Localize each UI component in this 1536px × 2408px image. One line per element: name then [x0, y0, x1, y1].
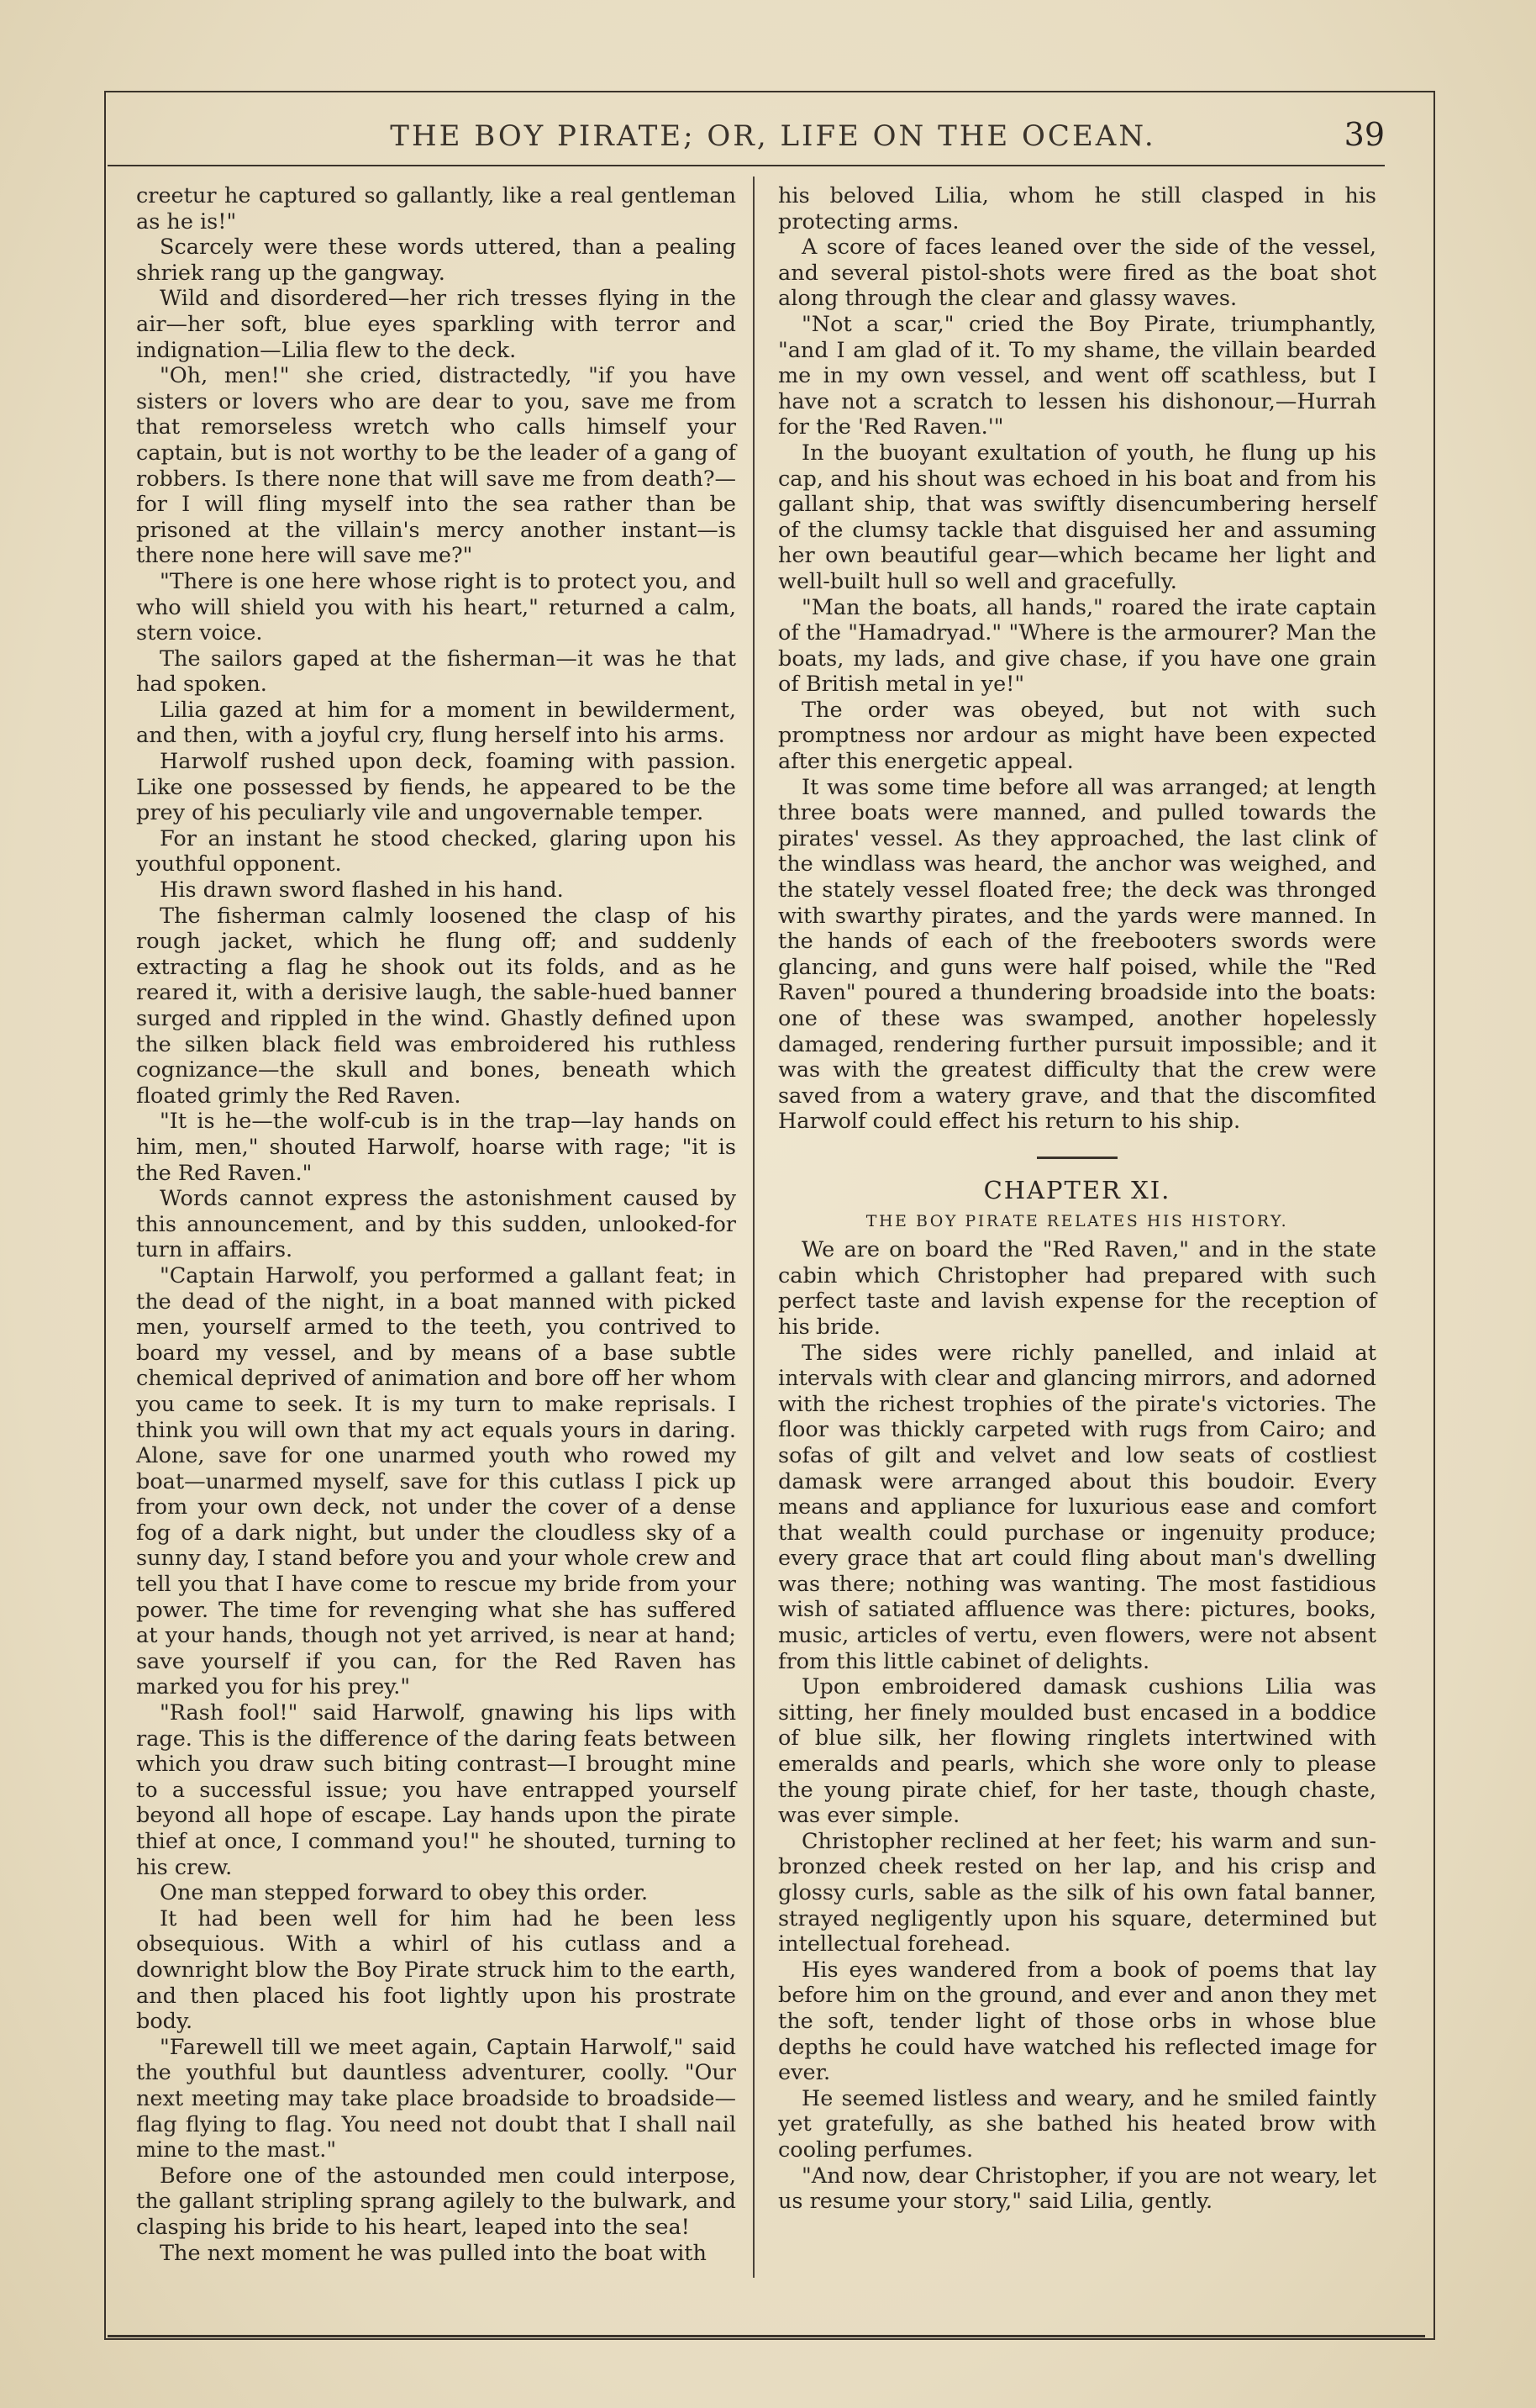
paragraph: Before one of the astounded men could interpose, the gallant stripling sprang agilely to the bulwark, and clasping his bride to his heart, leaped into the sea!: [136, 2163, 736, 2240]
paragraph: For an instant he stood checked, glaring upon his youthful opponent.: [136, 825, 736, 877]
paragraph: A score of faces leaned over the side of the vessel, and several pistol-shots were fired as the boat shot along through the clear and glassy waves.: [778, 234, 1376, 312]
paragraph: His drawn sword flashed in his hand.: [160, 877, 564, 904]
paragraph: Christopher reclined at her feet; his warm and sun-bronzed cheek rested on her lap, and his crisp and glossy curls, sable as the silk of his own fatal banner, strayed negligently upon his square, determined but intellectual forehead.: [778, 1828, 1376, 1957]
paragraph: We are on board the "Red Raven," and in the state cabin which Christopher had prepared with such perfect taste and lavish expense for the reception of his bride.: [778, 1237, 1376, 1340]
paragraph: It was some time before all was arranged; at length three boats were manned, and pulled towards the pirates' vessel. As they approached, the last clink of the windlass was heard, the anchor was weighed, and the stately vessel floated free; the deck was thronged with swarthy pirates, and the yards were manned. In the hands of each of the freebooters swords were glancing, and guns were half poised, while the "Red Raven" poured a thundering broadside into the boats: one of these was swamped, another hopelessly damaged, rendering further pursuit impossible; and it was with the greatest difficulty that the crew were saved from a watery grave, and that the discomfited Harwolf could effect his return to his ship.: [778, 774, 1376, 1135]
left-column: [136, 183, 736, 2266]
paragraph: "Rash fool!" said Harwolf, gnawing his lips with rage. This is the difference of the daring feats between which you draw such biting contrast—I brought mine to a successful issue; you have entrapped yourself beyond all hope of escape. Lay hands upon the pirate thief at once, I command you!" he shouted, turning to his crew.: [136, 1700, 736, 1880]
paragraph: creetur he captured so gallantly, like a real gentleman as he is!": [136, 183, 736, 234]
paragraph: Wild and disordered—her rich tresses flying in the air—her soft, blue eyes sparkling with terror and indignation—Lilia flew to the deck.: [136, 286, 736, 363]
paragraph: "Not a scar," cried the Boy Pirate, triumphantly, "and I am glad of it. To my shame, the villain bearded me in my own vessel, and went off scathless, but I have not a scratch to lessen his dishonour,—Hurrah for the 'Red Raven.'": [778, 311, 1376, 440]
header-rule: [108, 165, 1385, 166]
paragraph: The order was obeyed, but not with such promptness nor ardour as might have been expected after this energetic appeal.: [778, 697, 1376, 775]
paragraph: The fisherman calmly loosened the clasp of his rough jacket, which he flung off; and suddenly extracting a flag he shook out its folds, and as he reared it, with a derisive laugh, the sable-hued banner surged and rippled in the wind. Ghastly defined upon the silken black field was embroidered his ruthless cognizance—the skull and bones, beneath which floated grimly the Red Raven.: [136, 903, 736, 1109]
paragraph: "Farewell till we meet again, Captain Harwolf," said the youthful but dauntless adventurer, coolly. "Our next meeting may take place broadside to broadside—flag flying to flag. You need not doubt that I shall nail mine to the mast.": [136, 2034, 736, 2163]
paragraph: One man stepped forward to obey this order.: [160, 1880, 649, 1906]
section-rule: [1037, 1157, 1118, 1159]
paragraph: Lilia gazed at him for a moment in bewilderment, and then, with a joyful cry, flung herself into his arms.: [136, 697, 736, 749]
right-column: [778, 183, 1376, 2215]
paragraph: "It is he—the wolf-cub is in the trap—lay hands on him, men," shouted Harwolf, hoarse with rage; "it is the Red Raven.": [136, 1109, 736, 1186]
column-divider: [753, 177, 755, 2278]
paragraph: Words cannot express the astonishment caused by this announcement, and by this sudden, unlooked-for turn in affairs.: [136, 1186, 736, 1263]
paragraph: His eyes wandered from a book of poems that lay before him on the ground, and ever and anon they met the soft, tender light of those orbs in whose blue depths he could have watched his reflected image for ever.: [778, 1957, 1376, 2086]
paragraph: The sailors gaped at the fisherman—it was he that had spoken.: [136, 645, 736, 698]
paragraph: Harwolf rushed upon deck, foaming with passion. Like one possessed by fiends, he appeared to be the prey of his peculiarly vile and ungovernable temper.: [136, 749, 736, 826]
paragraph: Scarcely were these words uttered, than a pealing shriek rang up the gangway.: [136, 234, 736, 286]
chapter-subtitle: THE BOY PIRATE RELATES HIS HISTORY.: [865, 1211, 1289, 1230]
paragraph: It had been well for him had he been less obsequious. With a whirl of his cutlass and a downright blow the Boy Pirate struck him to the earth, and then placed his foot lightly upon his prostrate body.: [136, 1905, 736, 2035]
paragraph: "Captain Harwolf, you performed a gallant feat; in the dead of the night, in a boat manned with picked men, yourself armed to the teeth, you contrived to board my vessel, and by means of a base subtle chemical deprived of animation and bore off her whom you came to seek. It is my turn to make reprisals. I think you will own that my act equals yours in daring. Alone, save for one unarmed youth who rowed my boat—unarmed myself, save for this cutlass I pick up from your own deck, not under the cover of a dense fog of a dark night, but under the cloudless sky of a sunny day, I stand before you and your whole crew and tell you that I have come to rescue my bride from your power. The time for revenging what she has suffered at your hands, though not yet arrived, is near at hand; save yourself if you can, for the Red Raven has marked you for his prey.": [136, 1262, 736, 1700]
chapter-title: CHAPTER XI.: [983, 1175, 1171, 1204]
paragraph: his beloved Lilia, whom he still clasped in his protecting arms.: [778, 183, 1376, 234]
running-head: THE BOY PIRATE; OR, LIFE ON THE OCEAN.: [390, 119, 1156, 153]
paragraph: "And now, dear Christopher, if you are not weary, let us resume your story," said Lilia, gently.: [778, 2163, 1376, 2215]
page-number: 39: [1344, 116, 1385, 153]
paragraph: The sides were richly panelled, and inlaid at intervals with clear and glancing mirrors, and adorned with the richest trophies of the pirate's victories. The floor was thickly carpeted with rugs from Cairo; and sofas of gilt and velvet and low seats of costliest damask were arranged about this boudoir. Every means and appliance for luxurious ease and comfort that wealth could purchase or ingenuity produce; every grace that art could fling about man's dwelling was there; nothing was wanting. The most fastidious wish of satiated affluence was there: pictures, books, music, articles of vertu, even flowers, were not absent from this little cabinet of delights.: [778, 1340, 1376, 1674]
paragraph: Upon embroidered damask cushions Lilia was sitting, her finely moulded bust encased in a boddice of blue silk, her flowing ringlets intertwined with emeralds and pearls, which she wore only to please the young pirate chief, for her taste, though chaste, was ever simple.: [778, 1674, 1376, 1829]
paragraph: In the buoyant exultation of youth, he flung up his cap, and his shout was echoed in his boat and from his gallant ship, that was swiftly disencumbering herself of the clumsy tackle that disguised her and assuming her own beautiful gear—which became her light and well-built hull so well and gracefully.: [778, 440, 1376, 594]
paragraph: "Oh, men!" she cried, distractedly, "if you have sisters or lovers who are dear to you, save me from that remorseless wretch who calls himself your captain, but is not worthy to be the leader of a gang of robbers. Is there none that will save me from death?—for I will fling myself into the sea rather than be prisoned at the villain's mercy another instant—is there none here will save me?": [136, 363, 736, 569]
paragraph: "There is one here whose right is to protect you, and who will shield you with his heart," returned a calm, stern voice.: [136, 568, 736, 646]
footer-rule: [108, 2335, 1425, 2337]
paragraph: The next moment he was pulled into the boat with: [160, 2240, 707, 2266]
paragraph: "Man the boats, all hands," roared the irate captain of the "Hamadryad." "Where is the armourer? Man the boats, my lads, and give chase, if you have one grain of British metal in ye!": [778, 594, 1376, 698]
paragraph: He seemed listless and weary, and he smiled faintly yet gratefully, as she bathed his heated brow with cooling perfumes.: [778, 2085, 1376, 2163]
